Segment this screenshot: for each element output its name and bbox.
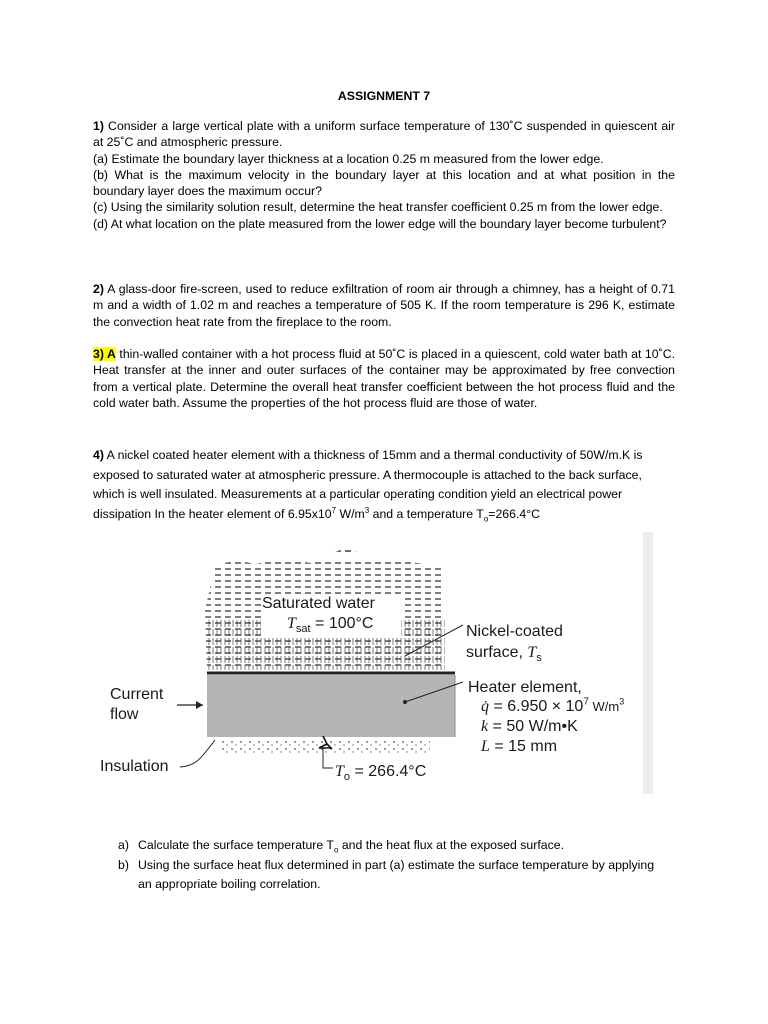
question-2: [93, 281, 675, 330]
heater-element-block: [207, 675, 455, 737]
question-1-part-c: (c) Using the similarity solution result, determine the heat transfer coefficient 0.25 m from the lower edge.: [93, 200, 663, 215]
question-4: 4) A nickel coated heater element with a thickness of 15mm and a thermal conductivity of 50W/m.K is exposed to saturated water at atmospheric pressure. A thermocouple is attached to the back surface, which is well insulated. Measurements at a particular operating condition yield an electrical power dissipation In the heater element of $6.95x10^7$ $W/m^3$ and a temperature $T_o=266.4^\circ C$: [93, 448, 643, 523]
question-3: [93, 346, 675, 411]
question-1: [93, 118, 675, 232]
heater-k-label: k = 50 W/m•K: [481, 718, 578, 735]
nickel-surface-label-line2: surface, $T_s$: [466, 644, 542, 665]
current-flow-label-line2: flow: [110, 706, 139, 723]
question-2-text: A glass-door fire-screen, used to reduce exfiltration of room air through a chimney, has a height of 0.71 m and a width of 1.02 m and reaches a temperature of 505 K. If the room temperature is 296 K, estimate the convection heat rate from the fireplace to the room.: [93, 282, 675, 329]
part-a-letter: a): [118, 838, 129, 852]
insulation-leader: [180, 740, 215, 767]
heater-element-label: Heater element,: [468, 679, 582, 696]
insulation-label: Insulation: [100, 758, 169, 775]
question-3-number-highlight: 3) A: [93, 347, 116, 361]
heater-L-label: L = 15 mm: [481, 738, 558, 755]
question-1-part-a: (a) Estimate the boundary layer thickness at a location 0.25 m measured from the lower edge.: [93, 151, 604, 166]
assignment-title: ASSIGNMENT 7: [337, 89, 431, 103]
scan-edge: [643, 532, 653, 794]
question-1-number: 1): [93, 119, 104, 133]
question-1-part-b: (b) What is the maximum velocity in the boundary layer at this location and at what position in the boundary layer does the maximum occur?: [93, 167, 675, 199]
question-4-number: 4): [93, 448, 104, 462]
question-1-intro: 1) Consider a large vertical plate with a uniform surface temperature of 130˚C suspended in quiescent air at 25˚C and atmospheric pressure.: [93, 119, 675, 150]
heater-q-label: q̇ = $6.950 \times 10^7$ $W/m^3$: [481, 696, 625, 715]
part-b-letter: b): [118, 857, 129, 872]
current-arrow-head: [196, 701, 203, 709]
saturated-water-label: Saturated water: [262, 595, 375, 612]
question-2-number: 2): [93, 282, 104, 296]
part-a: a) Calculate the surface temperature $T_o$ and the heat flux at the exposed surface.: [118, 838, 565, 855]
tsat-label: $T_{sat} = 100^\circ C$: [287, 615, 374, 636]
heater-diagram: [95, 530, 660, 800]
current-flow-label-line1: Current: [110, 686, 164, 703]
part-b: b) Using the surface heat flux determined in part (a) estimate the surface temperature by applying an appropriate boiling correlation.: [118, 857, 655, 891]
nickel-surface-label-line1: Nickel-coated: [466, 623, 563, 640]
to-label: $T_o = 266.4^\circ C$: [335, 763, 427, 784]
question-4-parts: [118, 836, 658, 895]
heater-figure: [95, 530, 660, 800]
question-3-text: thin-walled container with a hot process fluid at 50˚C is placed in a quiescent, cold water bath at 10˚C. Heat transfer at the inner and outer surfaces of the container may be approximated by free convection from a vertical plate. Determine the overall heat transfer coefficient between the hot process fluid and the cold water bath. Assume the properties of the hot process fluid are those of water.: [93, 347, 676, 410]
question-1-part-d: (d) At what location on the plate measured from the lower edge will the boundary layer become turbulent?: [93, 216, 667, 231]
